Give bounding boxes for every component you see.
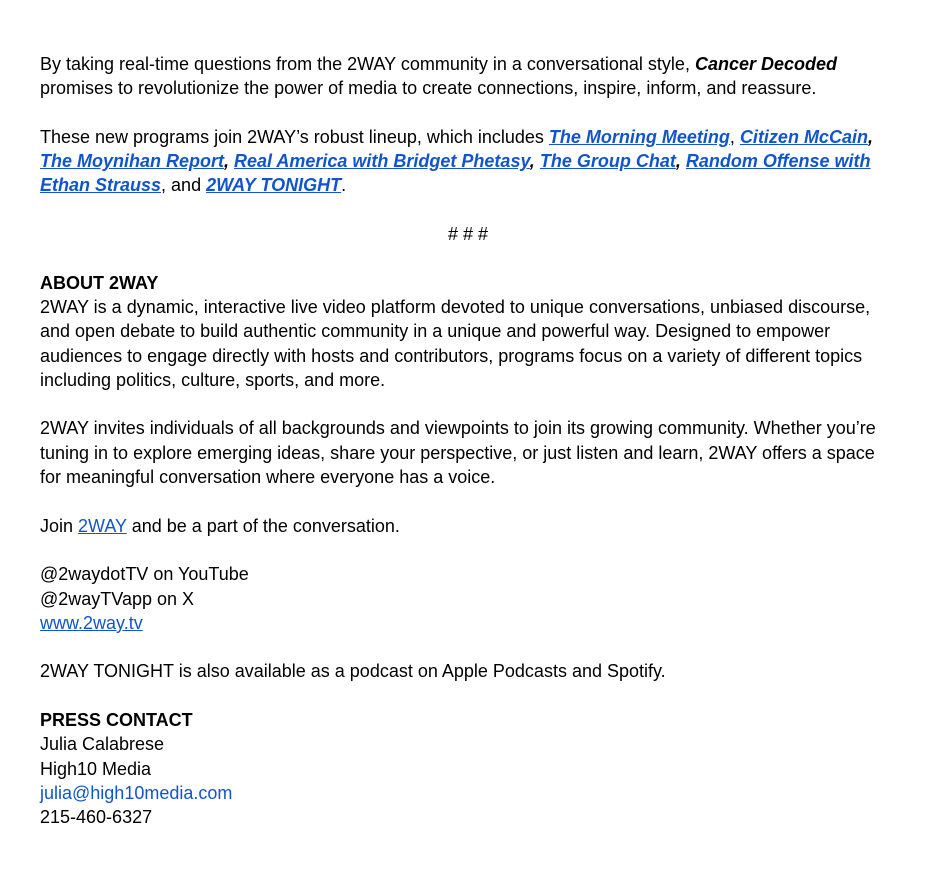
contact-phone: 215-460-6327 xyxy=(40,807,153,828)
separator-comma: , xyxy=(867,126,873,147)
about-body: 2WAY is a dynamic, interactive live video platform devoted to unique conversations, unbiased discourse, and open debate to build authentic community in a unique and powerful way. Designed to empower audiences to engage directly with hosts and contributors, programs focus on a variety of different topics including politics, culture, sports, and more. xyxy=(40,296,871,390)
link-random-offense[interactable]: Random Offense with Ethan Strauss xyxy=(40,151,871,196)
contact-company: High10 Media xyxy=(40,758,152,779)
invite-paragraph: 2WAY invites individuals of all backgrounds and viewpoints to join its growing community. Whether you’re tuning in to explore emerging ideas, share your perspective, or just listen and learn, 2WAY offers a space for meaningful conversation where everyone has a voice. xyxy=(40,418,876,488)
youtube-handle: @2waydotTV on YouTube xyxy=(40,564,249,585)
intro-paragraph xyxy=(40,52,896,101)
join-2way-link[interactable]: 2WAY xyxy=(78,515,127,536)
separator-comma: , xyxy=(224,151,230,172)
about-section xyxy=(40,271,896,392)
join-text-after: and be a part of the conversation. xyxy=(126,515,400,536)
podcast-paragraph: 2WAY TONIGHT is also available as a podcast on Apple Podcasts and Spotify. xyxy=(40,661,666,682)
contact-name: Julia Calabrese xyxy=(40,734,165,755)
separator-comma: , xyxy=(529,151,535,172)
section-separator: # # # xyxy=(447,224,489,245)
link-the-group-chat[interactable]: The Group Chat xyxy=(539,151,676,172)
join-paragraph xyxy=(40,514,896,538)
join-text-before: Join xyxy=(40,515,79,536)
lineup-end: . xyxy=(341,175,347,196)
social-block xyxy=(40,562,896,635)
show-title-cancer-decoded: Cancer Decoded xyxy=(694,54,838,74)
lineup-paragraph xyxy=(40,125,896,198)
about-heading: ABOUT 2WAY xyxy=(40,272,159,293)
intro-text-before: By taking real-time questions from the 2WAY community in a conversational style, xyxy=(40,54,695,74)
separator-and: , and xyxy=(161,175,207,196)
lineup-intro: These new programs join 2WAY’s robust lineup, which includes xyxy=(40,126,549,147)
link-the-morning-meeting[interactable]: The Morning Meeting xyxy=(548,126,730,147)
press-contact-block xyxy=(40,708,896,829)
link-2way-tonight[interactable]: 2WAY TONIGHT xyxy=(206,175,342,196)
press-contact-heading: PRESS CONTACT xyxy=(40,710,193,731)
link-the-moynihan-report[interactable]: The Moynihan Report xyxy=(40,151,224,172)
intro-text-after: promises to revolutionize the power of media to create connections, inspire, inform, and reassure. xyxy=(40,78,817,99)
link-citizen-mccain[interactable]: Citizen McCain xyxy=(739,126,868,147)
separator-comma: , xyxy=(729,126,735,147)
link-real-america[interactable]: Real America with Bridget Phetasy xyxy=(234,151,530,172)
separator-comma: , xyxy=(675,151,681,172)
website-link[interactable]: www.2way.tv xyxy=(40,612,143,633)
x-handle: @2wayTVapp on X xyxy=(40,588,195,609)
contact-email-link[interactable]: julia@high10media.com xyxy=(40,782,233,803)
